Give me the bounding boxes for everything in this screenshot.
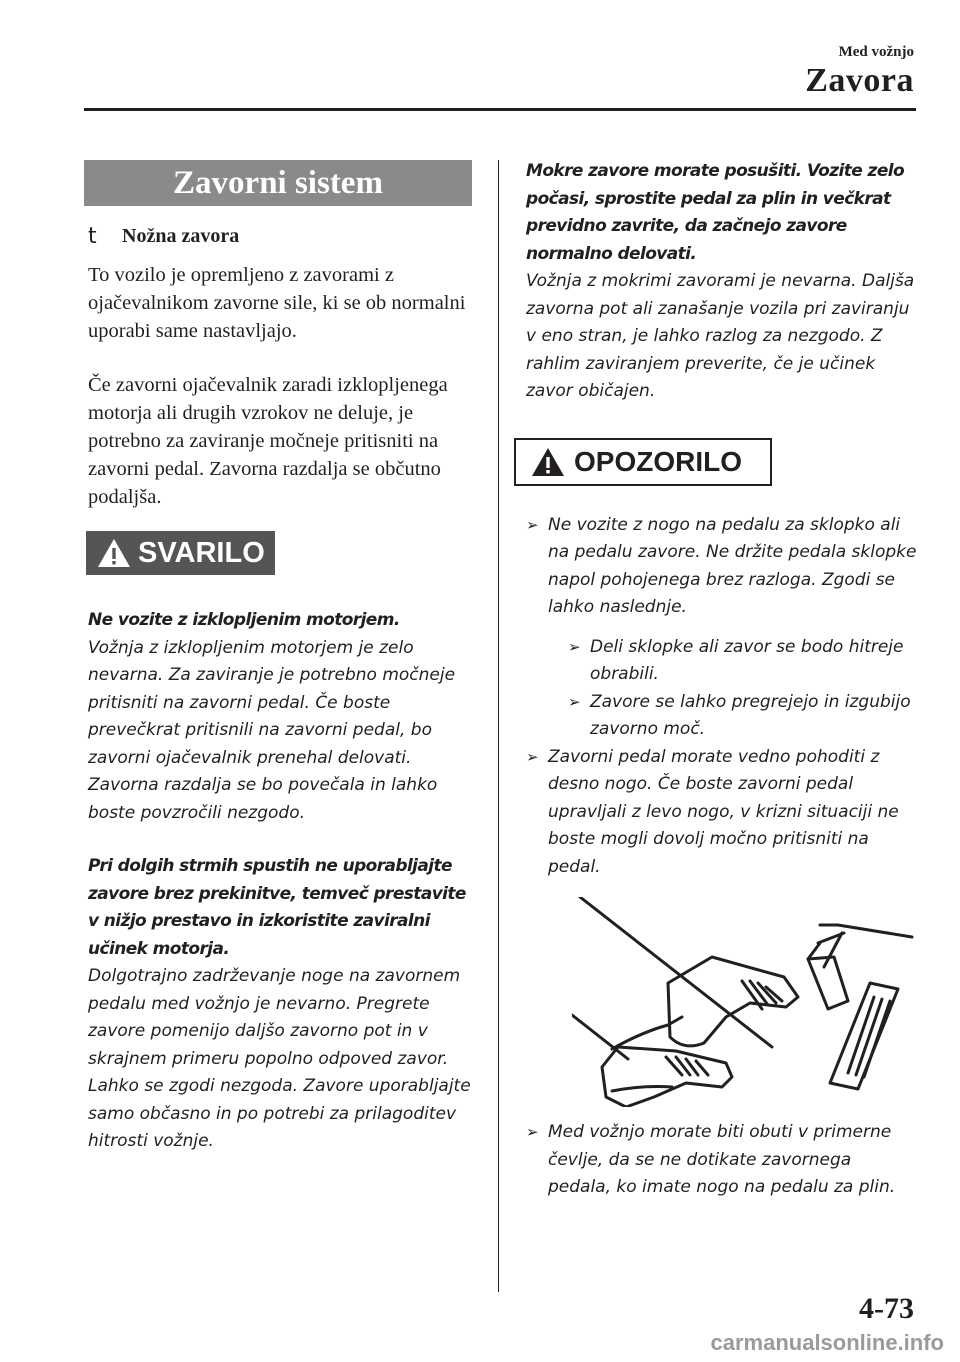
warning-label [86,531,275,575]
right-column [526,160,918,1202]
subheading-text: Nožna zavora [122,225,240,247]
warning-text: Vožnja z mokrimi zavorami je nevarna. Daljša zavorna pot ali zanašanje vozila pri zaviranju v eno stran, je lahko razlog za nezgodo. Z rahlim zaviranjem preverite, če je učinek zavor običajen. [526,271,915,401]
warning-block-engine-off [88,607,472,827]
list-item-text: Ne vozite z nogo na pedalu za sklopko ali na pedalu zavore. Ne držite pedala sklopke napol pohojenega brez razloga. Zgodi se lahko naslednje. [548,514,917,617]
list-item-text: Med vožnjo morate biti obuti v primerne čevlje, da se ne dotikate zavornega pedala, ko imate nogo na pedalu za plin. [548,1122,896,1197]
list-item-text: Deli sklopke ali zavor se bodo hitreje obrabili. [590,636,904,684]
subheading-bullet: t [88,224,97,249]
page-number: 4-73 [859,1292,914,1325]
header-section: Med vožnjo [838,44,914,60]
pedal-feet-illustration [572,897,932,1107]
watermark: carmanualsonline.info [710,1330,944,1355]
header-chapter: Zavora [805,62,914,99]
caution-label-text: OPOZORILO [574,445,742,477]
header-rule [84,108,916,111]
warning-label-text: SVARILO [138,536,265,569]
list-item [568,634,918,689]
list-item [526,512,918,744]
warning-title: Ne vozite z izklopljenim motorjem. [88,610,400,630]
left-column [88,160,472,1156]
list-item [526,1119,918,1202]
subheading [88,224,472,249]
caution-sublist [548,634,918,744]
warning-text: Vožnja z izklopljenim motorjem je zelo nevarna. Za zaviranje je potrebno močneje pritisniti na zavorni pedal. Če boste prevečkrat pritisnili na zavorni pedal, bo zavorni ojačevalnik prenehal delovati. Zavorna razdalja se bo povečala in lahko boste povzročili nezgodo. [88,637,456,823]
warning-triangle-icon [530,446,566,478]
list-item-text: Zavorni pedal morate vedno pohoditi z desno nogo. Če boste zavorni pedal upravljali z levo nogo, v krizni situaciji ne boste mogli dovolj močno pritisniti na pedal. [548,746,899,877]
list-item [568,689,918,744]
column-divider [498,160,499,1292]
booster-paragraph: Če zavorni ojačevalnik zaradi izklopljenega motorja ali drugih vzrokov ne deluje, je potrebno za zaviranje močneje pritisniti na zavorni pedal. Zavorna razdalja se občutno podaljša. [88,374,448,508]
list-item-text: Zavore se lahko pregrejejo in izgubijo zavorno moč. [590,691,911,739]
warning-title: Mokre zavore morate posušiti. Vozite zelo počasi, sprostite pedal za plin in večkrat previdno zavrite, da začnejo zavore normalno delovati. [526,161,905,264]
warning-block-wet-brakes [526,158,918,406]
warning-text: Dolgotrajno zadrževanje noge na zavornem pedalu med vožnjo je nevarno. Pregrete zavore pomenijo daljšo zavorno pot in v skrajnem primeru popolno odpoved zavor. Lahko se zgodi nezgoda. Zavore uporabljajte samo občasno in po potrebi za prilagoditev hitrosti vožnje. [88,966,471,1151]
list-item [526,744,918,1108]
section-title: Zavorni sistem [84,160,472,206]
warning-block-descent [88,853,472,1156]
caution-label [514,438,772,486]
warning-title: Pri dolgih strmih spustih ne uporabljajte zavore brez prekinitve, temveč prestavite v nižjo prestavo in izkoristite zaviralni učinek motorja. [88,856,466,959]
warning-triangle-icon [96,537,132,569]
caution-list [526,512,918,1202]
intro-paragraph: To vozilo je opremljeno z zavorami z ojačevalnikom zavorne sile, ki se ob normalni uporabi same nastavljajo. [88,264,466,342]
